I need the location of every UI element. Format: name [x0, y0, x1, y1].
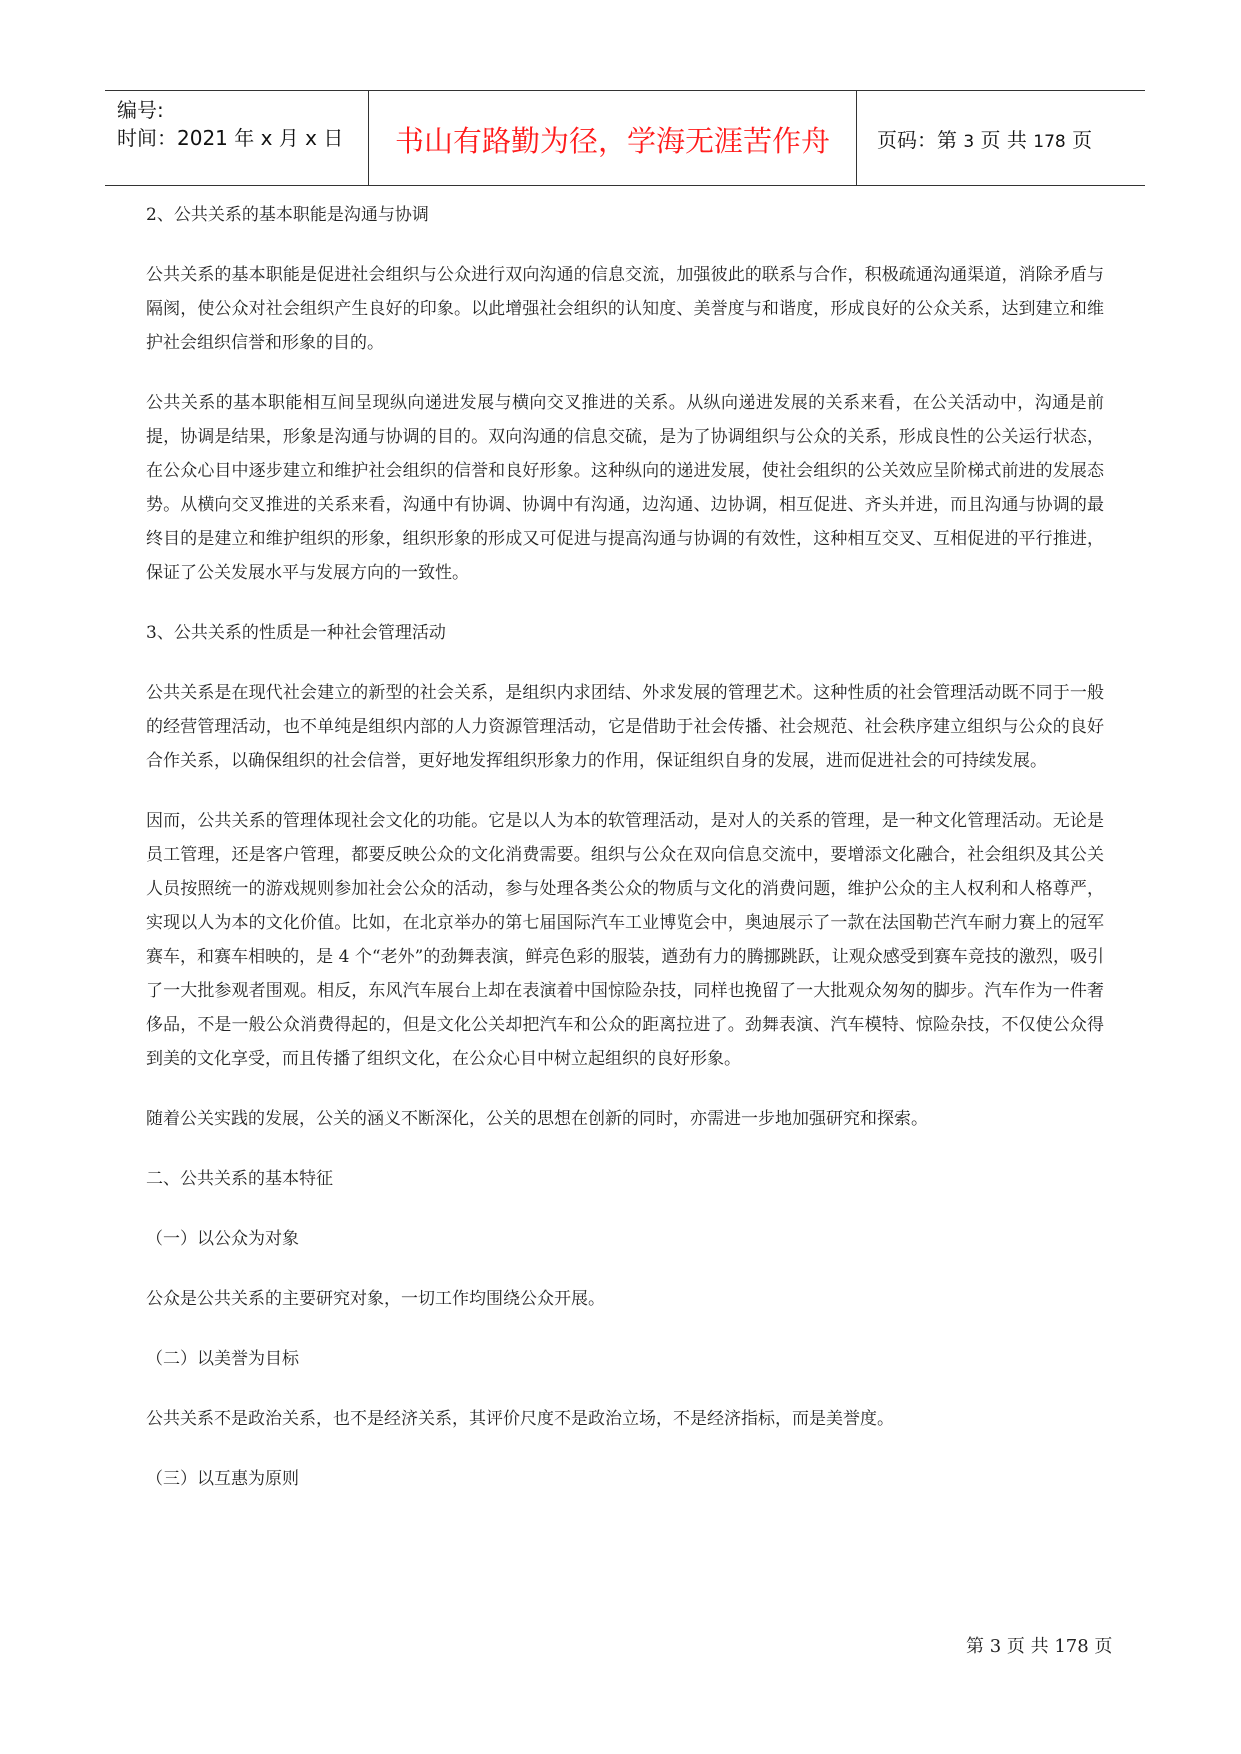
header-motto: 书山有路勤为径，学海无涯苦作舟	[394, 124, 830, 158]
body-paragraph: 公共关系的基本职能相互间呈现纵向递进发展与横向交叉推进的关系。从纵向递进发展的关系来看，在公关活动中，沟通是前提，协调是结果，形象是沟通与协调的目的。双向沟通的信息交硫，是为了协调组织与公众的关系，形成良性的公关运行状态，在公众心目中逐步建立和维护社会组织的信誉和良好形象。这种纵向的递进发展，使社会组织的公关效应呈阶梯式前进的发展态势。从横向交叉推进的关系来看，沟通中有协调、协调中有沟通，边沟通、边协调，相互促进、齐头并进，而且沟通与协调的最终目的是建立和维护组织的形象，组织形象的形成又可促进与提高沟通与协调的有效性，这种相互交叉、互相促进的平行推进，保证了公关发展水平与发展方向的一致性。	[146, 393, 1104, 583]
body-paragraph: 因而，公共关系的管理体现社会文化的功能。它是以人为本的软管理活动，是对人的关系的管理，是一种文化管理活动。无论是员工管理，还是客户管理，都要反映公众的文化消费需要。组织与公众在双向信息交流中，要增添文化融合，社会组织及其公关人员按照统一的游戏规则参加社会公众的活动，参与处理各类公众的物质与文化的消费问题，维护公众的主人权利和人格尊严，实现以人为本的文化价值。比如，在北京举办的第七届国际汽车工业博览会中，奥迪展示了一款在法国勒芒汽车耐力赛上的冠军赛车，和赛车相映的，是 4 个“老外”的劲舞表演，鲜亮色彩的服装，遒劲有力的腾挪跳跃，让观众感受到赛车竞技的激烈，吸引了一大批参观者围观。相反，东风汽车展台上却在表演着中国惊险杂技，同样也挽留了一大批观众匆匆的脚步。汽车作为一件奢侈品，不是一般公众消费得起的，但是文化公关却把汽车和公众的距离拉进了。劲舞表演、汽车模特、惊险杂技，不仅使公众得到美的文化享受，而且传播了组织文化，在公众心目中树立起组织的良好形象。	[146, 811, 1104, 1069]
subheading-3: （三）以互惠为原则	[146, 1469, 299, 1489]
current-page: 3	[963, 132, 975, 152]
chapter-heading: 二、公共关系的基本特征	[146, 1169, 333, 1189]
page-prefix: 页码：第	[877, 128, 964, 152]
total-pages: 178	[1033, 132, 1066, 152]
page-suffix: 页	[1065, 128, 1093, 152]
document-number-label: 编号:	[117, 98, 164, 122]
body-paragraph: 随着公关实践的发展，公关的涵义不断深化，公关的思想在创新的同时，亦需进一步地加强研究和探索。	[146, 1109, 928, 1129]
subheading-1: （一）以公众为对象	[146, 1229, 299, 1249]
section-heading-3: 3、公共关系的性质是一种社会管理活动	[146, 623, 446, 643]
header-page-number	[877, 124, 1092, 153]
body-paragraph: 公众是公共关系的主要研究对象，一切工作均围绕公众开展。	[146, 1289, 605, 1309]
section-heading-2: 2、公共关系的基本职能是沟通与协调	[146, 205, 429, 225]
document-body	[146, 198, 1104, 1522]
body-paragraph: 公共关系的基本职能是促进社会组织与公众进行双向沟通的信息交流，加强彼此的联系与合作，积极疏通沟通渠道，消除矛盾与隔阂，使公众对社会组织产生良好的印象。以此增强社会组织的认知度、美誉度与和谐度，形成良好的公众关系，达到建立和维护社会组织信誉和形象的目的。	[146, 265, 1104, 353]
body-paragraph: 公共关系是在现代社会建立的新型的社会关系，是组织内求团结、外求发展的管理艺术。这种性质的社会管理活动既不同于一般的经营管理活动，也不单纯是组织内部的人力资源管理活动，它是借助于社会传播、社会规范、社会秩序建立组织与公众的良好合作关系，以确保组织的社会信誉，更好地发挥组织形象力的作用，保证组织自身的发展，进而促进社会的可持续发展。	[146, 683, 1104, 771]
header-page-cell	[857, 91, 1145, 185]
subheading-2: （二）以美誉为目标	[146, 1349, 299, 1369]
page-header	[105, 90, 1145, 186]
document-time-label: 时间：2021 年 x 月 x 日	[117, 126, 344, 150]
header-motto-cell	[369, 91, 857, 185]
body-paragraph: 公共关系不是政治关系，也不是经济关系，其评价尺度不是政治立场，不是经济指标，而是美誉度。	[146, 1409, 894, 1429]
page-footer: 第 3 页 共 178 页	[966, 1636, 1113, 1657]
header-meta-cell	[105, 91, 369, 185]
page-mid: 页 共	[974, 128, 1034, 152]
